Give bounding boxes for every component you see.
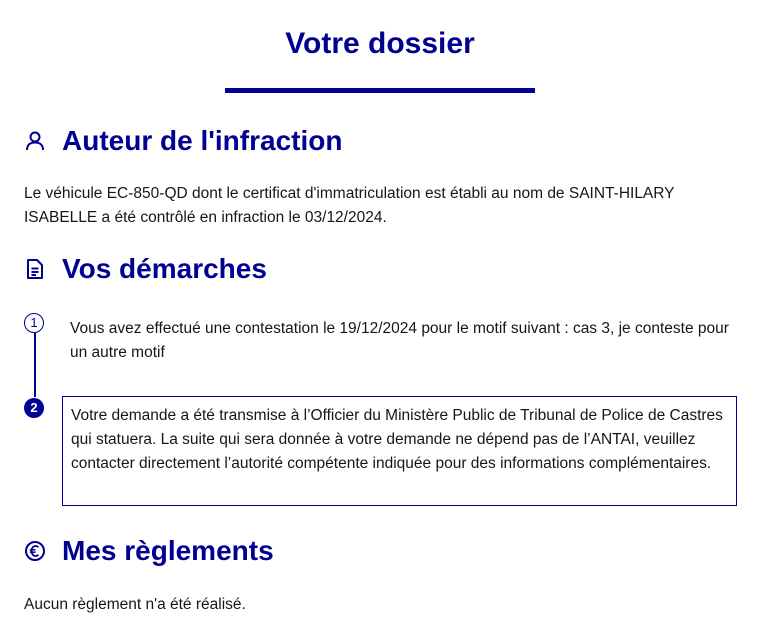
section-heading-demarches: [24, 251, 267, 287]
step-text-2: Votre demande a été transmise à l’Officier du Ministère Public de Tribunal de Police de Castres qui statuera. La suite qui sera donnée à votre demande ne dépend pas de l’ANTAI, veuillez contacter directement l’autorité compétente indiquée pour des informations complémentaires.: [71, 407, 723, 472]
reglements-text: Aucun règlement n'a été réalisé.: [24, 596, 246, 613]
section-title: Vos démarches: [62, 253, 267, 284]
document-icon: [24, 258, 46, 280]
euro-icon: [24, 540, 46, 562]
step-number-1: 1: [24, 313, 44, 333]
timeline-connector: [34, 333, 36, 397]
section-title: Auteur de l'infraction: [62, 125, 343, 156]
step-number-2: 2: [24, 398, 44, 418]
auteur-text: Le véhicule EC-850-QD dont le certificat d'immatriculation est établi au nom de SAINT-HILARY ISABELLE a été contrôlé en infraction le 03/12/2024.: [24, 185, 675, 226]
section-heading-reglements: [24, 533, 274, 569]
user-icon: [24, 130, 46, 152]
step-text-1: Vous avez effectué une contestation le 19/12/2024 pour le motif suivant : cas 3, je conteste pour un autre motif: [70, 320, 729, 361]
section-heading-auteur: [24, 123, 342, 159]
step-box-current: [62, 396, 737, 506]
page-title: Votre dossier: [285, 27, 475, 60]
title-underline: [225, 88, 535, 93]
section-title: Mes règlements: [62, 535, 274, 566]
